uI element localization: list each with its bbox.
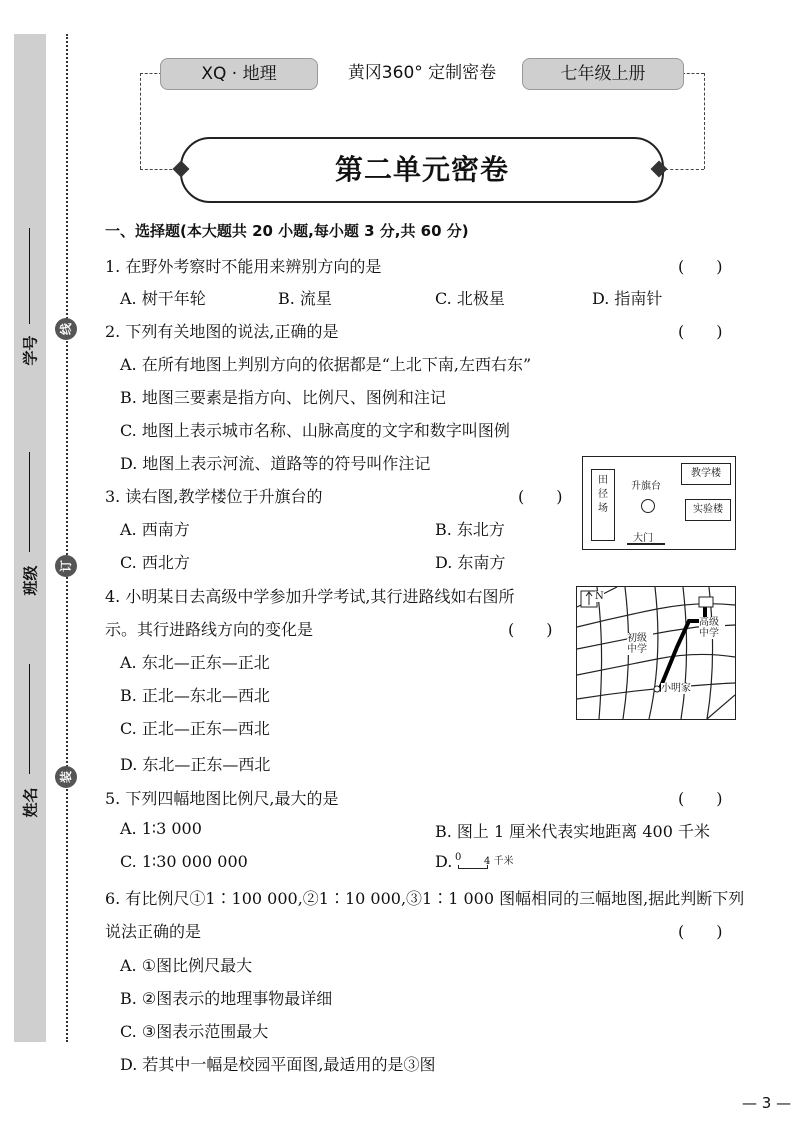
name-label: 姓名 xyxy=(21,787,40,818)
student-id-line xyxy=(29,228,30,324)
flag-label: 升旗台 xyxy=(631,481,661,492)
q5-option-c[interactable]: C. 1∶30 000 000 xyxy=(120,852,248,871)
q2-stem: 2. 下列有关地图的说法,正确的是 xyxy=(105,322,339,341)
q2-option-a[interactable]: A. 在所有地图上判别方向的依据都是“上北下南,左西右东” xyxy=(120,355,532,374)
q4-option-b[interactable]: B. 正北—东北—西北 xyxy=(120,686,270,705)
header-dash-left xyxy=(140,73,162,74)
q4-option-c[interactable]: C. 正北—正东—西北 xyxy=(120,719,270,738)
q3-option-d[interactable]: D. 东南方 xyxy=(435,553,506,572)
section-heading: 一、选择题(本大题共 20 小题,每小题 3 分,共 60 分) xyxy=(105,222,469,240)
q5-stem: 5. 下列四幅地图比例尺,最大的是 xyxy=(105,789,339,808)
page-number: — 3 — xyxy=(742,1094,792,1112)
q4-answer-paren[interactable]: ( ) xyxy=(508,620,553,639)
q3-option-c[interactable]: C. 西北方 xyxy=(120,553,190,572)
q5-answer-paren[interactable]: ( ) xyxy=(678,789,723,808)
field-box: 田径场 xyxy=(591,469,615,541)
scale-bar-zero: 0 xyxy=(455,852,462,863)
q6-answer-paren[interactable]: ( ) xyxy=(678,922,723,941)
campus-plan-figure xyxy=(582,456,736,550)
q1-option-b[interactable]: B. 流星 xyxy=(278,289,332,308)
q4-option-d[interactable]: D. 东北—正东—西北 xyxy=(120,755,271,774)
lab-building-box: 实验楼 xyxy=(685,499,731,521)
route-map-roads xyxy=(577,587,735,719)
class-line xyxy=(29,452,30,552)
header-dash-right xyxy=(682,73,704,74)
junior-school-label: 初级中学 xyxy=(627,633,653,655)
q1-option-c[interactable]: C. 北极星 xyxy=(435,289,505,308)
q4-option-a[interactable]: A. 东北—正东—正北 xyxy=(120,653,270,672)
q6-option-b[interactable]: B. ②图表示的地理事物最详细 xyxy=(120,989,333,1008)
home-label: 小明家 xyxy=(661,683,691,694)
q5-option-d[interactable]: D. xyxy=(435,852,453,871)
q3-option-a[interactable]: A. 西南方 xyxy=(120,520,190,539)
seal-xian: 线 xyxy=(55,318,77,340)
grade-pill: 七年级上册 xyxy=(522,58,684,90)
name-line xyxy=(29,664,30,774)
subject-pill: XQ · 地理 xyxy=(160,58,318,90)
q2-answer-paren[interactable]: ( ) xyxy=(678,322,723,341)
page-title: 第二单元密卷 xyxy=(334,153,509,186)
cut-line xyxy=(66,34,68,1042)
class-label: 班级 xyxy=(21,565,40,596)
q5-option-a[interactable]: A. 1∶3 000 xyxy=(120,819,202,838)
gate-label: 大门 xyxy=(633,533,653,544)
q4-stem-cont: 示。其行进路线方向的变化是 xyxy=(105,620,314,639)
q1-answer-paren[interactable]: ( ) xyxy=(678,257,723,276)
q5-option-b[interactable]: B. 图上 1 厘米代表实地距离 400 千米 xyxy=(435,822,710,841)
q1-option-d[interactable]: D. 指南针 xyxy=(592,289,663,308)
q2-option-d[interactable]: D. 地图上表示河流、道路等的符号叫作注记 xyxy=(120,454,431,473)
seal-ding: 订 xyxy=(55,555,77,577)
q6-option-d[interactable]: D. 若其中一幅是校园平面图,最适用的是③图 xyxy=(120,1055,436,1074)
q4-stem: 4. 小明某日去高级中学参加升学考试,其行进路线如右图所 xyxy=(105,587,515,606)
binding-sidebar xyxy=(14,34,46,1042)
q1-option-a[interactable]: A. 树干年轮 xyxy=(120,289,206,308)
route-map-figure xyxy=(576,586,736,720)
seal-zhuang: 装 xyxy=(55,766,77,788)
q6-stem-cont: 说法正确的是 xyxy=(105,922,202,941)
scale-bar-value: 4 千米 xyxy=(484,856,514,867)
q3-stem: 3. 读右图,教学楼位于升旗台的 xyxy=(105,487,323,506)
teaching-building-box: 教学楼 xyxy=(681,463,731,485)
q6-stem: 6. 有比例尺①1∶100 000,②1∶10 000,③1∶1 000 图幅相同的三幅地图,据此判断下列 xyxy=(105,889,745,908)
student-id-label: 学号 xyxy=(21,335,40,366)
q2-option-b[interactable]: B. 地图三要素是指方向、比例尺、图例和注记 xyxy=(120,388,446,407)
q2-option-c[interactable]: C. 地图上表示城市名称、山脉高度的文字和数字叫图例 xyxy=(120,421,510,440)
q3-answer-paren[interactable]: ( ) xyxy=(518,487,563,506)
senior-school-label: 高级中学 xyxy=(699,617,725,639)
q6-option-a[interactable]: A. ①图比例尺最大 xyxy=(120,956,253,975)
gate-line xyxy=(627,543,665,545)
flag-platform-icon xyxy=(641,499,655,513)
q3-option-b[interactable]: B. 东北方 xyxy=(435,520,505,539)
q1-stem: 1. 在野外考察时不能用来辨别方向的是 xyxy=(105,257,382,276)
series-title: 黄冈360° 定制密卷 xyxy=(347,63,497,83)
q6-option-c[interactable]: C. ③图表示范围最大 xyxy=(120,1022,269,1041)
header-dash-right-vert xyxy=(704,73,705,169)
north-label: N xyxy=(595,591,604,602)
header-dash-left-vert xyxy=(140,73,141,169)
